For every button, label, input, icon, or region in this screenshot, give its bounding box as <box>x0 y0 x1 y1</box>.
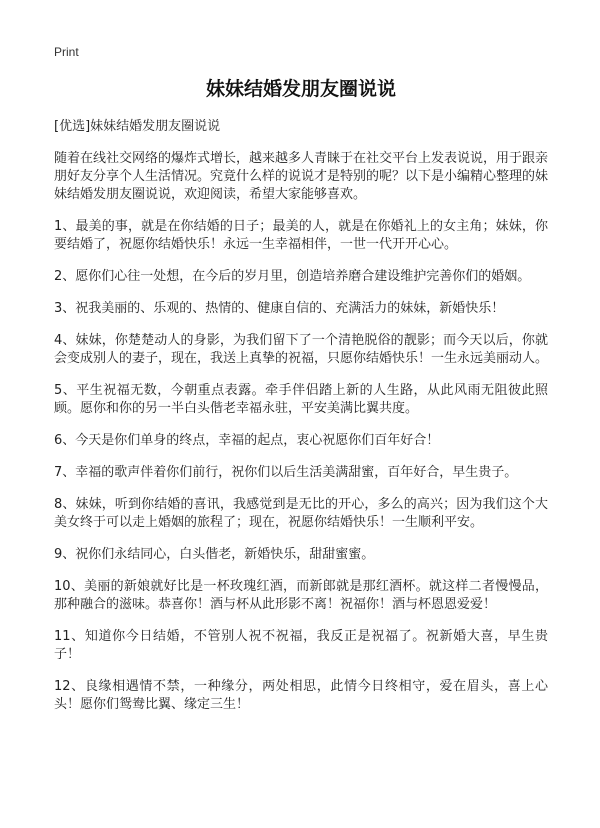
list-item: 2、愿你们心往一处想，在今后的岁月里，创造培养磨合建设维护完善你们的婚姻。 <box>54 269 531 284</box>
print-link[interactable]: Print <box>54 45 79 59</box>
list-item: 4、妹妹，你楚楚动人的身影，为我们留下了一个清艳脱俗的靓影；而今天以后，你就会变成别人的妻子，现在，我送上真挚的祝福，只愿你结婚快乐！一生永远美丽动人。 <box>54 333 549 366</box>
list-item: 8、妹妹，听到你结婚的喜讯，我感觉到是无比的开心，多么的高兴；因为我们这个大美女终于可以走上婚姻的旅程了；现在，祝愿你结婚快乐！一生顺利平安。 <box>54 497 548 530</box>
list-item: 3、祝我美丽的、乐观的、热情的、健康自信的、充满活力的妹妹，新婚快乐！ <box>54 301 505 316</box>
article-subtitle: [优选]妹妹结婚发朋友圈说说 <box>54 119 221 134</box>
list-item: 9、祝你们永结同心，白头偕老，新婚快乐，甜甜蜜蜜。 <box>54 547 375 562</box>
wish-list <box>54 218 548 714</box>
list-item: 11、知道你今日结婚，不管别人祝不祝福，我反正是祝福了。祝新婚大喜，早生贵子！ <box>54 629 548 662</box>
list-item: 5、平生祝福无数，今朝重点表露。牵手伴侣踏上新的人生路，从此风雨无阻彼此照顾。愿你和你的另一半白头偕老幸福永驻，平安美满比翼共度。 <box>54 383 548 416</box>
list-item: 12、良缘相遇情不禁，一种缘分，两处相思，此情今日终相守，爱在眉头，喜上心头！愿你们鸳鸯比翼、缘定三生！ <box>54 679 548 712</box>
list-item: 1、最美的事，就是在你结婚的日子；最美的人，就是在你婚礼上的女主角；妹妹，你要结婚了，祝愿你结婚快乐！永远一生幸福相伴，一世一代开开心心。 <box>54 219 548 252</box>
intro-paragraph: 随着在线社交网络的爆炸式增长，越来越多人青睐于在社交平台上发表说说，用于跟亲朋好友分享个人生活情况。究竟什么样的说说才是特别的呢？以下是小编精心整理的妹妹结婚发朋友圈说说，欢迎阅读，希望大家能够喜欢。 <box>54 151 549 202</box>
page-title: 妹妹结婚发朋友圈说说 <box>205 78 396 100</box>
list-item: 6、今天是你们单身的终点，幸福的起点，衷心祝愿你们百年好合！ <box>54 433 440 448</box>
list-item: 7、幸福的歌声伴着你们前行，祝你们以后生活美满甜蜜，百年好合，早生贵子。 <box>54 465 518 480</box>
list-item: 10、美丽的新娘就好比是一杯玫瑰红酒，而新郎就是那红酒杯。就这样二者慢慢品，那种融合的滋味。恭喜你！酒与杯从此形影不离！祝福你！酒与杯恩恩爱爱！ <box>54 579 548 612</box>
